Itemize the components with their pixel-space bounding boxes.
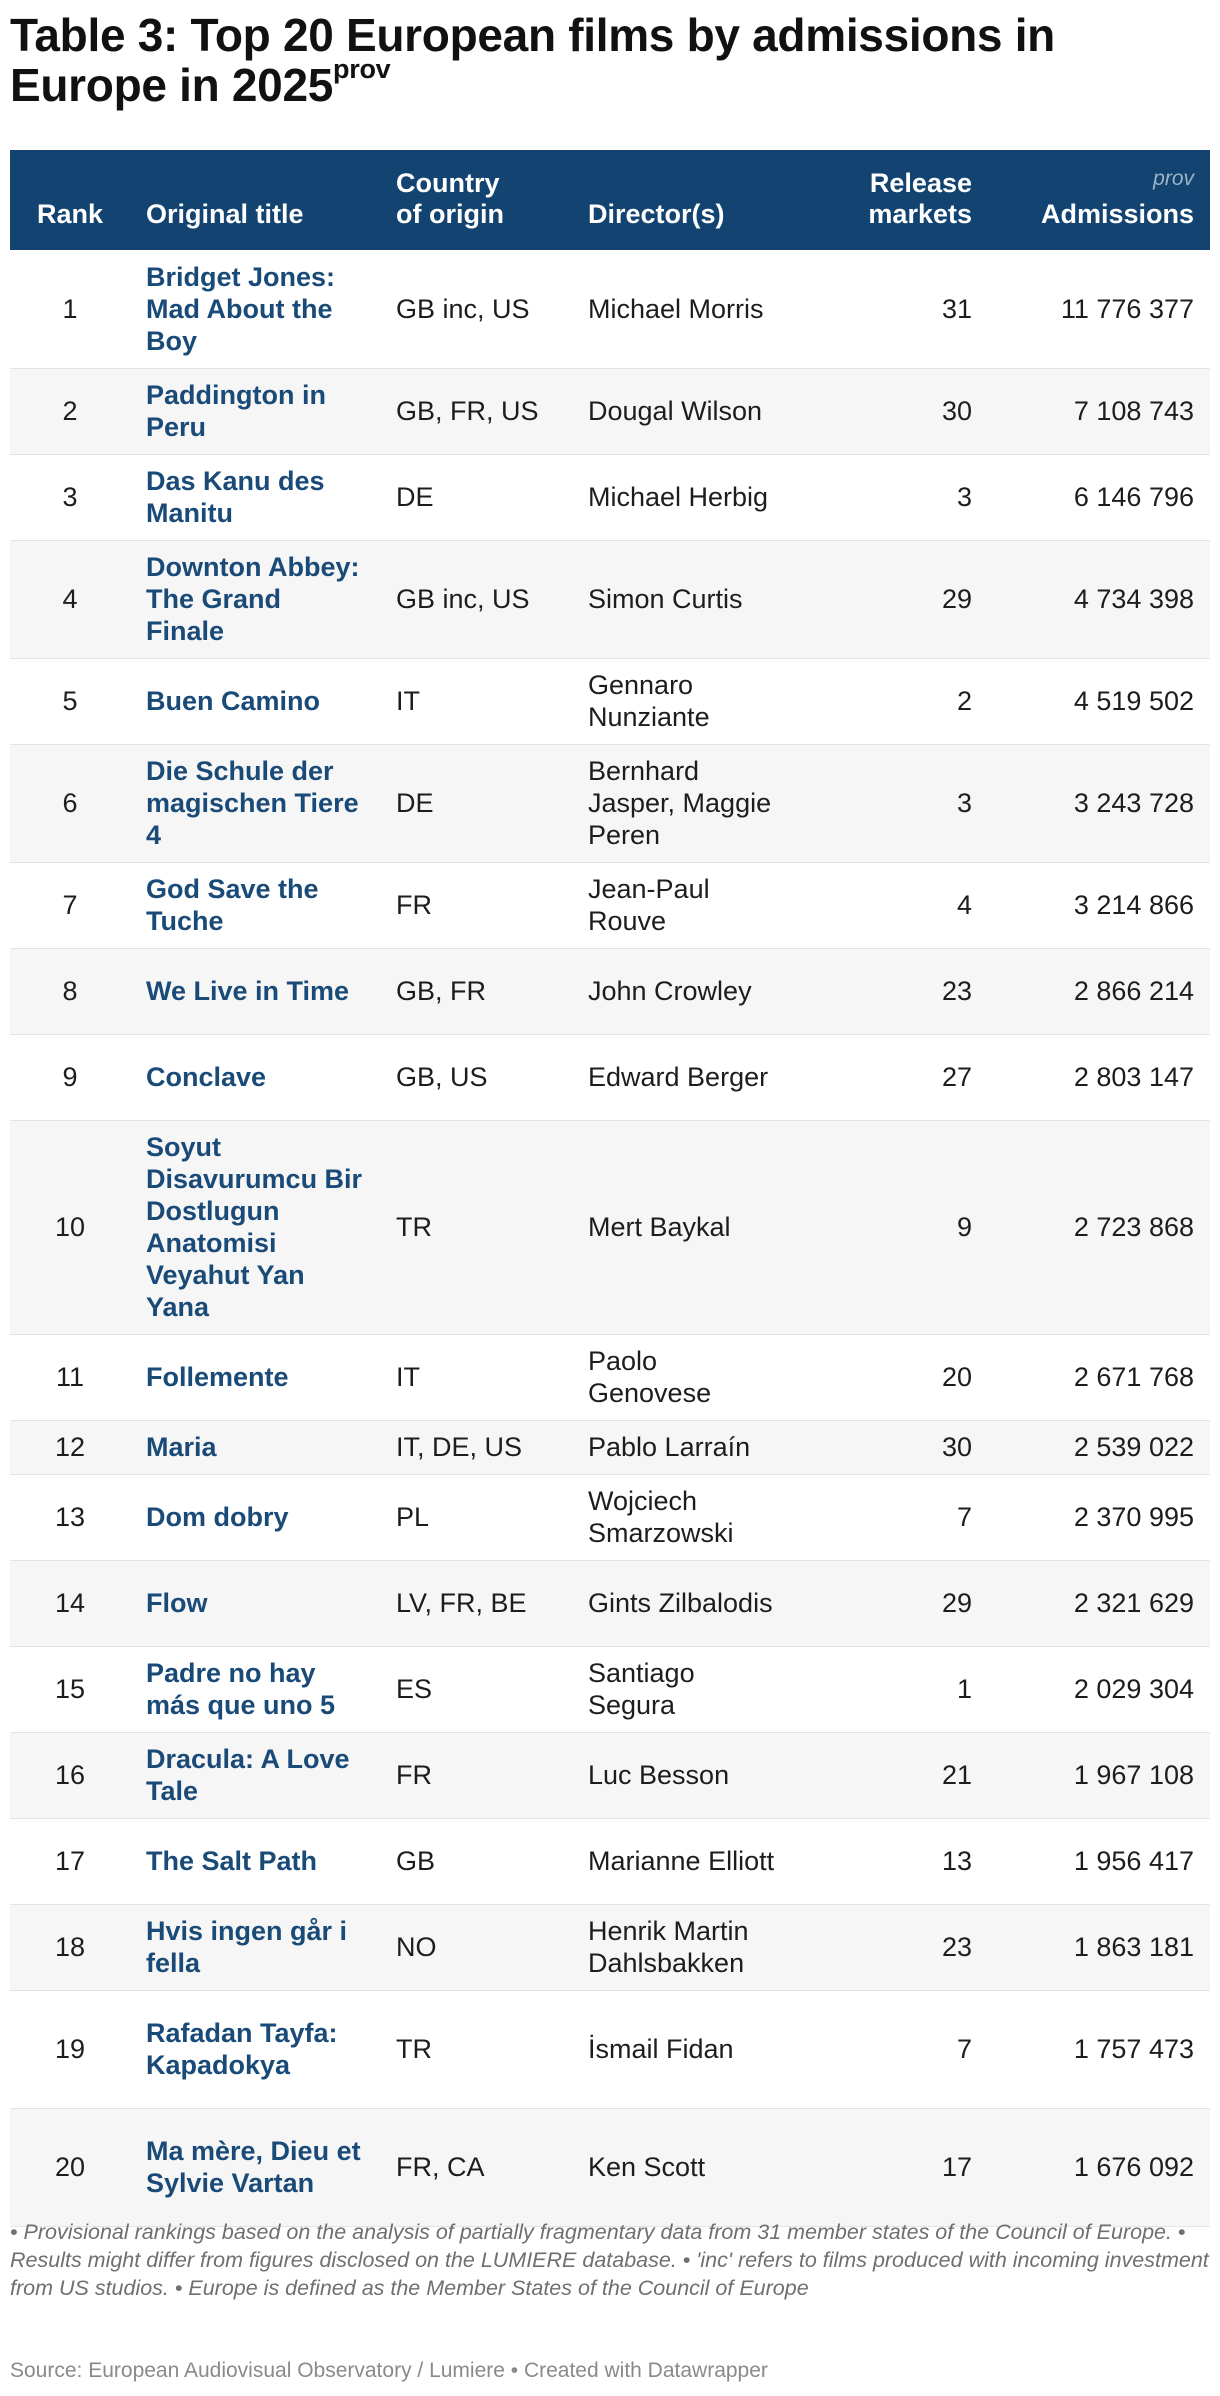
cell-admissions: 1 863 181 bbox=[988, 1904, 1210, 1990]
cell-admissions: 2 370 995 bbox=[988, 1474, 1210, 1560]
table-body bbox=[10, 250, 1210, 2226]
cell-director: İsmail Fidan bbox=[572, 1990, 800, 2108]
cell-title[interactable]: Paddington in Peru bbox=[130, 368, 380, 454]
table-header bbox=[10, 150, 1210, 250]
col-header-director[interactable]: Director(s) bbox=[588, 199, 725, 229]
cell-title[interactable]: Padre no hay más que uno 5 bbox=[130, 1646, 380, 1732]
table-row bbox=[10, 1904, 1210, 1990]
table-row bbox=[10, 1474, 1210, 1560]
table-row bbox=[10, 948, 1210, 1034]
cell-rank: 20 bbox=[10, 2108, 130, 2226]
table-row bbox=[10, 250, 1210, 368]
table-row bbox=[10, 1990, 1210, 2108]
cell-admissions: 6 146 796 bbox=[988, 454, 1210, 540]
table-row bbox=[10, 1120, 1210, 1334]
table-row bbox=[10, 454, 1210, 540]
title-superscript: prov bbox=[333, 54, 391, 84]
cell-director: Paolo Genovese bbox=[572, 1334, 800, 1420]
cell-markets: 31 bbox=[800, 250, 988, 368]
cell-rank: 2 bbox=[10, 368, 130, 454]
table-row bbox=[10, 1732, 1210, 1818]
cell-title[interactable]: Flow bbox=[130, 1560, 380, 1646]
cell-admissions: 1 967 108 bbox=[988, 1732, 1210, 1818]
col-header-country[interactable]: Country of origin bbox=[396, 168, 504, 229]
cell-markets: 30 bbox=[800, 368, 988, 454]
col-header-markets[interactable]: Release markets bbox=[868, 168, 972, 229]
table-row bbox=[10, 1420, 1210, 1474]
cell-country: PL bbox=[380, 1474, 572, 1560]
cell-rank: 3 bbox=[10, 454, 130, 540]
table-row bbox=[10, 1560, 1210, 1646]
cell-rank: 16 bbox=[10, 1732, 130, 1818]
table-row bbox=[10, 1818, 1210, 1904]
cell-director: Edward Berger bbox=[572, 1034, 800, 1120]
cell-country: GB, US bbox=[380, 1034, 572, 1120]
cell-title[interactable]: Downton Abbey: The Grand Finale bbox=[130, 540, 380, 658]
cell-rank: 19 bbox=[10, 1990, 130, 2108]
cell-title[interactable]: Follemente bbox=[130, 1334, 380, 1420]
cell-admissions: 4 519 502 bbox=[988, 658, 1210, 744]
table-row bbox=[10, 1334, 1210, 1420]
cell-country: IT bbox=[380, 1334, 572, 1420]
cell-director: Ken Scott bbox=[572, 2108, 800, 2226]
cell-markets: 9 bbox=[800, 1120, 988, 1334]
cell-admissions: 2 671 768 bbox=[988, 1334, 1210, 1420]
cell-title[interactable]: Soyut Disavurumcu Bir Dostlugun Anatomisi Veyahut Yan Yana bbox=[130, 1120, 380, 1334]
cell-director: Mert Baykal bbox=[572, 1120, 800, 1334]
cell-director: Santiago Segura bbox=[572, 1646, 800, 1732]
cell-markets: 23 bbox=[800, 948, 988, 1034]
cell-markets: 29 bbox=[800, 540, 988, 658]
cell-country: IT, DE, US bbox=[380, 1420, 572, 1474]
col-header-rank[interactable]: Rank bbox=[36, 199, 104, 229]
cell-title[interactable]: God Save the Tuche bbox=[130, 862, 380, 948]
cell-admissions: 7 108 743 bbox=[988, 368, 1210, 454]
cell-rank: 17 bbox=[10, 1818, 130, 1904]
table-row bbox=[10, 540, 1210, 658]
cell-admissions: 2 029 304 bbox=[988, 1646, 1210, 1732]
cell-admissions: 1 757 473 bbox=[988, 1990, 1210, 2108]
cell-director: Marianne Elliott bbox=[572, 1818, 800, 1904]
cell-country: GB, FR, US bbox=[380, 368, 572, 454]
cell-director: Gennaro Nunziante bbox=[572, 658, 800, 744]
films-table bbox=[10, 150, 1210, 2227]
cell-title[interactable]: Maria bbox=[130, 1420, 380, 1474]
admissions-header-label: Admissions bbox=[1040, 199, 1194, 229]
cell-title[interactable]: Dracula: A Love Tale bbox=[130, 1732, 380, 1818]
cell-country: IT bbox=[380, 658, 572, 744]
cell-director: Wojciech Smarzowski bbox=[572, 1474, 800, 1560]
cell-rank: 1 bbox=[10, 250, 130, 368]
cell-country: DE bbox=[380, 454, 572, 540]
cell-country: GB, FR bbox=[380, 948, 572, 1034]
cell-markets: 17 bbox=[800, 2108, 988, 2226]
cell-rank: 12 bbox=[10, 1420, 130, 1474]
cell-country: LV, FR, BE bbox=[380, 1560, 572, 1646]
cell-markets: 21 bbox=[800, 1732, 988, 1818]
table-row bbox=[10, 862, 1210, 948]
cell-director: Michael Morris bbox=[572, 250, 800, 368]
table-row bbox=[10, 658, 1210, 744]
cell-rank: 14 bbox=[10, 1560, 130, 1646]
cell-markets: 1 bbox=[800, 1646, 988, 1732]
cell-title[interactable]: The Salt Path bbox=[130, 1818, 380, 1904]
cell-rank: 15 bbox=[10, 1646, 130, 1732]
cell-markets: 23 bbox=[800, 1904, 988, 1990]
cell-director: Simon Curtis bbox=[572, 540, 800, 658]
cell-title[interactable]: Conclave bbox=[130, 1034, 380, 1120]
cell-rank: 9 bbox=[10, 1034, 130, 1120]
cell-country: NO bbox=[380, 1904, 572, 1990]
table-row bbox=[10, 368, 1210, 454]
cell-markets: 3 bbox=[800, 454, 988, 540]
table-row bbox=[10, 1646, 1210, 1732]
cell-director: Bernhard Jasper, Maggie Peren bbox=[572, 744, 800, 862]
cell-admissions: 1 956 417 bbox=[988, 1818, 1210, 1904]
cell-title[interactable]: Ma mère, Dieu et Sylvie Vartan bbox=[130, 2108, 380, 2226]
cell-country: FR bbox=[380, 1732, 572, 1818]
cell-country: DE bbox=[380, 744, 572, 862]
cell-rank: 8 bbox=[10, 948, 130, 1034]
cell-markets: 7 bbox=[800, 1474, 988, 1560]
cell-country: GB inc, US bbox=[380, 540, 572, 658]
cell-rank: 7 bbox=[10, 862, 130, 948]
col-header-admissions[interactable] bbox=[988, 150, 1210, 250]
cell-title[interactable]: Rafadan Tayfa: Kapadokya bbox=[130, 1990, 380, 2108]
cell-director: Pablo Larraín bbox=[572, 1420, 800, 1474]
cell-rank: 10 bbox=[10, 1120, 130, 1334]
cell-admissions: 11 776 377 bbox=[988, 250, 1210, 368]
cell-title[interactable]: Buen Camino bbox=[130, 658, 380, 744]
cell-title[interactable]: We Live in Time bbox=[130, 948, 380, 1034]
cell-admissions: 4 734 398 bbox=[988, 540, 1210, 658]
cell-country: TR bbox=[380, 1120, 572, 1334]
cell-markets: 20 bbox=[800, 1334, 988, 1420]
cell-rank: 5 bbox=[10, 658, 130, 744]
table-row bbox=[10, 744, 1210, 862]
cell-title[interactable]: Bridget Jones: Mad About the Boy bbox=[130, 250, 380, 368]
cell-director: Luc Besson bbox=[572, 1732, 800, 1818]
cell-markets: 30 bbox=[800, 1420, 988, 1474]
cell-admissions: 2 321 629 bbox=[988, 1560, 1210, 1646]
cell-director: Michael Herbig bbox=[572, 454, 800, 540]
cell-title[interactable]: Das Kanu des Manitu bbox=[130, 454, 380, 540]
cell-director: Henrik Martin Dahlsbakken bbox=[572, 1904, 800, 1990]
cell-title[interactable]: Dom dobry bbox=[130, 1474, 380, 1560]
col-header-title[interactable]: Original title bbox=[146, 199, 304, 229]
cell-country: GB inc, US bbox=[380, 250, 572, 368]
title-text: Table 3: Top 20 European films by admissions in Europe in 2025 bbox=[10, 9, 1055, 111]
cell-markets: 7 bbox=[800, 1990, 988, 2108]
cell-admissions: 1 676 092 bbox=[988, 2108, 1210, 2226]
cell-rank: 4 bbox=[10, 540, 130, 658]
cell-country: FR, CA bbox=[380, 2108, 572, 2226]
cell-country: GB bbox=[380, 1818, 572, 1904]
cell-markets: 3 bbox=[800, 744, 988, 862]
cell-admissions: 3 214 866 bbox=[988, 862, 1210, 948]
cell-markets: 29 bbox=[800, 1560, 988, 1646]
cell-rank: 13 bbox=[10, 1474, 130, 1560]
table-row bbox=[10, 1034, 1210, 1120]
cell-admissions: 2 539 022 bbox=[988, 1420, 1210, 1474]
cell-director: Dougal Wilson bbox=[572, 368, 800, 454]
cell-markets: 13 bbox=[800, 1818, 988, 1904]
header-row bbox=[10, 150, 1210, 250]
source-line: Source: European Audiovisual Observatory / Lumiere • Created with Datawrapper bbox=[10, 2359, 768, 2382]
cell-country: FR bbox=[380, 862, 572, 948]
cell-rank: 18 bbox=[10, 1904, 130, 1990]
cell-markets: 27 bbox=[800, 1034, 988, 1120]
cell-director: John Crowley bbox=[572, 948, 800, 1034]
cell-title[interactable]: Die Schule der magischen Tiere 4 bbox=[130, 744, 380, 862]
cell-country: TR bbox=[380, 1990, 572, 2108]
cell-director: Gints Zilbalodis bbox=[572, 1560, 800, 1646]
cell-markets: 2 bbox=[800, 658, 988, 744]
table-row bbox=[10, 2108, 1210, 2226]
footnote: • Provisional rankings based on the analysis of partially fragmentary data from 31 member states of the Council of Europe. • Results might differ from figures disclosed on the LUMIERE database. • 'inc' refers to films produced with incoming investment from US studios. • Europe is defined as the Member States of the Council of Europe bbox=[10, 2220, 1209, 2300]
cell-admissions: 3 243 728 bbox=[988, 744, 1210, 862]
cell-rank: 6 bbox=[10, 744, 130, 862]
cell-admissions: 2 803 147 bbox=[988, 1034, 1210, 1120]
cell-title[interactable]: Hvis ingen går i fella bbox=[130, 1904, 380, 1990]
cell-country: ES bbox=[380, 1646, 572, 1732]
cell-admissions: 2 723 868 bbox=[988, 1120, 1210, 1334]
cell-rank: 11 bbox=[10, 1334, 130, 1420]
page-title bbox=[10, 0, 1210, 110]
admissions-prov-note: prov bbox=[1153, 167, 1194, 190]
cell-director: Jean-Paul Rouve bbox=[572, 862, 800, 948]
cell-markets: 4 bbox=[800, 862, 988, 948]
cell-admissions: 2 866 214 bbox=[988, 948, 1210, 1034]
